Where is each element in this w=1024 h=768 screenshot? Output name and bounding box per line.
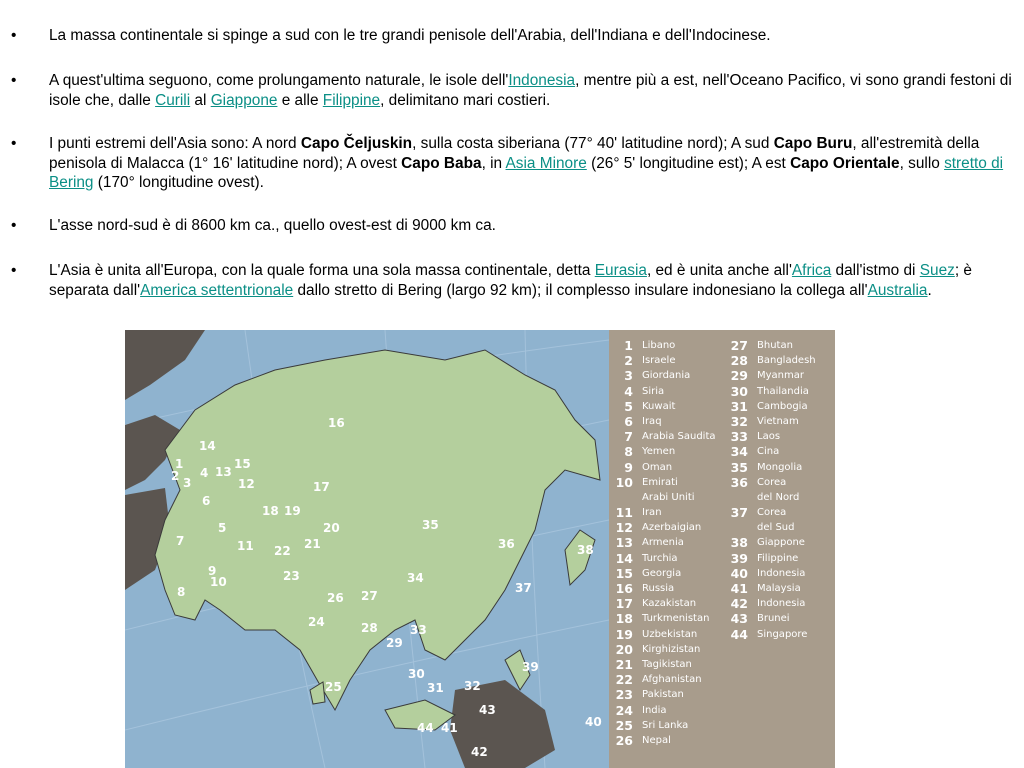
map-number-label: 29 xyxy=(386,636,403,650)
legend-country-name: Giordania xyxy=(642,370,691,382)
legend-number: 24 xyxy=(615,702,633,718)
map-number-label: 42 xyxy=(471,745,488,759)
legend-country-name: Corea xyxy=(757,507,787,519)
legend-country-name: Laos xyxy=(757,431,781,443)
legend-number: 23 xyxy=(615,687,633,703)
bullet-dot: • xyxy=(11,135,17,152)
legend-number: 2 xyxy=(624,353,633,369)
text-run: (170° longitudine ovest). xyxy=(93,174,264,191)
legend-number: 25 xyxy=(615,717,633,733)
link-africa[interactable]: Africa xyxy=(791,262,832,279)
legend-number: 14 xyxy=(615,550,633,566)
legend-country-name: Afghanistan xyxy=(642,674,702,686)
legend-number: 6 xyxy=(624,413,633,429)
map-number-label: 27 xyxy=(361,589,378,603)
legend-country-name: Turchia xyxy=(642,552,678,564)
map-number-label: 24 xyxy=(308,615,325,629)
legend-country-name: Indonesia xyxy=(757,567,806,579)
legend-number: 42 xyxy=(730,596,748,612)
map-number-label: 41 xyxy=(441,721,458,735)
map-number-label: 38 xyxy=(577,543,594,557)
bold-capo-baba: Capo Baba xyxy=(401,154,482,172)
legend-number: 22 xyxy=(615,672,633,688)
legend-number: 38 xyxy=(730,535,748,551)
legend-country-name: Singapore xyxy=(757,628,808,640)
text-run: , sulla costa siberiana (77° 40' latitudine nord); A sud xyxy=(412,135,774,152)
map-number-label: 1 xyxy=(175,457,184,471)
legend-country-name: Oman xyxy=(642,461,673,473)
map-number-label: 5 xyxy=(218,521,227,535)
legend-country-name: Turkmenistan xyxy=(642,613,710,625)
text-run: dall'istmo di xyxy=(831,262,920,279)
map-number-label: 22 xyxy=(274,544,291,558)
legend-country-name: Yemen xyxy=(642,446,676,458)
legend-country-name: Vietnam xyxy=(757,415,799,427)
map-number-label: 7 xyxy=(176,534,185,548)
legend-country-name: Nepal xyxy=(642,734,671,746)
link-suez[interactable]: Suez xyxy=(919,262,955,279)
legend-country-name: Kazakistan xyxy=(642,598,697,610)
map-number-label: 6 xyxy=(202,494,211,508)
link-australia[interactable]: Australia xyxy=(867,281,928,299)
legend-number: 1 xyxy=(624,338,633,353)
legend-country-name: Bangladesh xyxy=(757,355,816,367)
bullet-text xyxy=(49,261,1017,300)
map-number-label: 30 xyxy=(408,667,425,681)
legend-country-name: India xyxy=(642,704,667,716)
bullet-dot: • xyxy=(11,27,17,44)
legend-country-name: Mongolia xyxy=(757,461,803,473)
map-number-label: 26 xyxy=(327,591,344,605)
link-america-settentrionale[interactable]: America settentrionale xyxy=(140,281,294,299)
map-number-label: 35 xyxy=(422,518,439,532)
legend-number: 10 xyxy=(615,474,633,490)
legend-country-name: Cina xyxy=(757,446,780,458)
bold-capo-buru: Capo Buru xyxy=(773,135,853,152)
map-number-label: 37 xyxy=(515,581,532,595)
map-number-label: 25 xyxy=(325,680,342,694)
bullet-dot: • xyxy=(11,72,17,89)
asia-map xyxy=(125,330,609,768)
legend-country-name: Filippine xyxy=(757,552,799,564)
legend-number: 44 xyxy=(730,626,748,642)
legend-number: 20 xyxy=(615,641,633,657)
legend-country-name: Sri Lanka xyxy=(642,719,689,731)
map-number-label: 17 xyxy=(313,480,330,494)
map-number-label: 34 xyxy=(407,571,424,585)
legend-country-name: Arabi Uniti xyxy=(642,491,695,503)
legend-number: 43 xyxy=(730,611,748,627)
link-giappone[interactable]: Giappone xyxy=(210,91,278,109)
legend-country-name: Armenia xyxy=(642,537,684,549)
legend-number: 40 xyxy=(730,565,748,581)
legend-number: 31 xyxy=(730,398,748,414)
legend-number: 8 xyxy=(624,444,633,460)
map-number-label: 11 xyxy=(237,539,254,553)
map-number-label: 15 xyxy=(234,457,251,471)
legend-country-name: Libano xyxy=(642,340,676,351)
legend-country-name: Kuwait xyxy=(642,400,676,412)
legend-country-name: del Nord xyxy=(757,491,800,503)
link-filippine[interactable]: Filippine xyxy=(322,91,381,109)
legend-number: 21 xyxy=(615,656,633,672)
bold-capo-celjuskin: Capo Čeljuskin xyxy=(300,135,413,152)
legend-number: 18 xyxy=(615,611,633,627)
map-number-label: 32 xyxy=(464,679,481,693)
map-number-label: 4 xyxy=(200,466,209,480)
legend-number: 41 xyxy=(730,581,748,596)
map-number-label: 20 xyxy=(323,521,340,535)
map-number-label: 13 xyxy=(215,465,232,479)
legend-number: 27 xyxy=(730,338,748,353)
legend-number: 3 xyxy=(624,368,633,384)
bullet-text: L'asse nord-sud è di 8600 km ca., quello ovest-est di 9000 km ca. xyxy=(49,217,496,234)
text-run: e alle xyxy=(277,91,323,109)
legend-country-name: Emirati xyxy=(642,476,678,488)
bullet-dot: • xyxy=(11,217,17,234)
legend-country-name: Siria xyxy=(642,385,665,397)
legend-country-name: Malaysia xyxy=(757,583,801,594)
map-number-label: 43 xyxy=(479,703,496,717)
link-curili[interactable]: Curili xyxy=(155,91,191,109)
legend-number: 7 xyxy=(624,429,633,445)
legend-number: 30 xyxy=(730,383,748,399)
legend-country-name: Giappone xyxy=(757,537,805,549)
legend-number: 15 xyxy=(615,565,633,581)
legend-number: 9 xyxy=(624,459,633,475)
map-number-label: 14 xyxy=(199,439,216,453)
map-number-label: 36 xyxy=(498,537,515,551)
legend-number: 4 xyxy=(624,383,633,399)
text-run: , sullo xyxy=(899,154,945,172)
text-run: , delimitano mari costieri. xyxy=(380,91,551,109)
map-number-label: 12 xyxy=(238,477,255,491)
text-run: dallo stretto di Bering (largo 92 km); il complesso insulare indonesiano la collega all' xyxy=(293,281,868,299)
legend-country-name: Kirghizistan xyxy=(642,643,701,655)
bullet-dot: • xyxy=(11,262,17,279)
map-number-label: 23 xyxy=(283,569,300,583)
legend-number: 32 xyxy=(730,413,748,429)
map-number-label: 44 xyxy=(417,721,434,735)
legend-number: 13 xyxy=(615,535,633,551)
bullet-text xyxy=(49,71,1017,110)
link-asia-minore[interactable]: Asia Minore xyxy=(505,154,587,172)
legend-number: 19 xyxy=(615,626,633,642)
map-number-label: 19 xyxy=(284,504,301,518)
map-number-label: 21 xyxy=(304,537,321,551)
legend-country-name: Myanmar xyxy=(757,370,804,382)
legend-country-name: Tagikistan xyxy=(642,658,692,670)
map-number-label: 18 xyxy=(262,504,279,518)
bullet-text: La massa continentale si spinge a sud con le tre grandi penisole dell'Arabia, dell'Indiana e dell'Indocinese. xyxy=(49,27,771,44)
legend-country-name: Thailandia xyxy=(757,385,809,397)
asia-map-figure xyxy=(125,330,835,768)
legend-country-name: Iraq xyxy=(642,415,662,427)
map-number-label: 2 xyxy=(171,469,180,483)
legend-country-name: Israele xyxy=(642,355,676,367)
map-number-label: 40 xyxy=(585,715,602,729)
legend-country-name: Indonesia xyxy=(757,598,806,610)
text-run: L'Asia è unita all'Europa, con la quale forma una sola massa continentale, detta xyxy=(49,262,595,279)
map-number-label: 39 xyxy=(522,660,539,674)
text-run: ; è separata dall' xyxy=(49,262,972,299)
legend-country-name: Uzbekistan xyxy=(642,628,698,640)
legend-number: 17 xyxy=(615,596,633,612)
bold-capo-orientale: Capo Orientale xyxy=(790,154,900,172)
legend-number: 33 xyxy=(730,429,748,445)
legend-number: 12 xyxy=(615,520,633,536)
legend-number: 11 xyxy=(615,505,633,521)
text-run: , ed è unita anche all' xyxy=(646,262,792,279)
legend-number: 34 xyxy=(730,444,748,460)
legend-country-name: Iran xyxy=(642,507,662,519)
map-number-label: 3 xyxy=(183,476,192,490)
map-number-label: 10 xyxy=(210,575,227,589)
legend-number: 37 xyxy=(730,505,748,521)
legend-country-name: Brunei xyxy=(757,613,790,625)
map-legend xyxy=(609,331,835,768)
legend-country-name: del Sud xyxy=(757,522,795,534)
text-run: A quest'ultima seguono, come prolungamento naturale, le isole dell' xyxy=(49,72,509,89)
legend-country-name: Cambogia xyxy=(757,400,808,412)
legend-number: 35 xyxy=(730,459,748,475)
legend-number: 28 xyxy=(730,353,748,369)
legend-country-name: Azerbaigian xyxy=(642,522,702,534)
legend-country-name: Arabia Saudita xyxy=(642,431,716,443)
legend-number: 36 xyxy=(730,474,748,490)
map-number-label: 28 xyxy=(361,621,378,635)
map-number-label: 31 xyxy=(427,681,444,695)
map-number-label: 9 xyxy=(208,564,217,578)
link-stretto-di-bering[interactable]: stretto di Bering xyxy=(49,154,1004,191)
legend-number: 39 xyxy=(730,550,748,566)
text-run: , mentre più a est, nell'Oceano Pacifico, vi sono grandi festoni di isole che, dalle xyxy=(49,72,1012,109)
map-number-label: 16 xyxy=(328,416,345,430)
text-run: I punti estremi dell'Asia sono: A nord xyxy=(49,135,301,152)
text-run: , all'estremità della penisola di Malacca (1° 16' latitudine nord); A ovest xyxy=(49,135,980,172)
text-run: al xyxy=(190,91,211,109)
legend-number: 16 xyxy=(615,581,633,596)
map-number-label: 33 xyxy=(410,623,427,637)
link-indonesia[interactable]: Indonesia xyxy=(508,72,576,89)
legend-number: 29 xyxy=(730,368,748,384)
legend-number: 5 xyxy=(624,398,633,414)
legend-number: 26 xyxy=(615,732,633,748)
link-eurasia[interactable]: Eurasia xyxy=(594,262,647,279)
legend-country-name: Pakistan xyxy=(642,689,684,701)
legend-country-name: Bhutan xyxy=(757,340,793,351)
map-number-label: 8 xyxy=(177,585,186,599)
bullet-text xyxy=(49,134,1017,193)
text-run: (26° 5' longitudine est); A est xyxy=(586,154,791,172)
legend-country-name: Georgia xyxy=(642,567,682,579)
legend-country-name: Corea xyxy=(757,476,787,488)
legend-country-name: Russia xyxy=(642,583,675,594)
text-run: , in xyxy=(481,154,506,172)
text-run: . xyxy=(927,281,932,299)
